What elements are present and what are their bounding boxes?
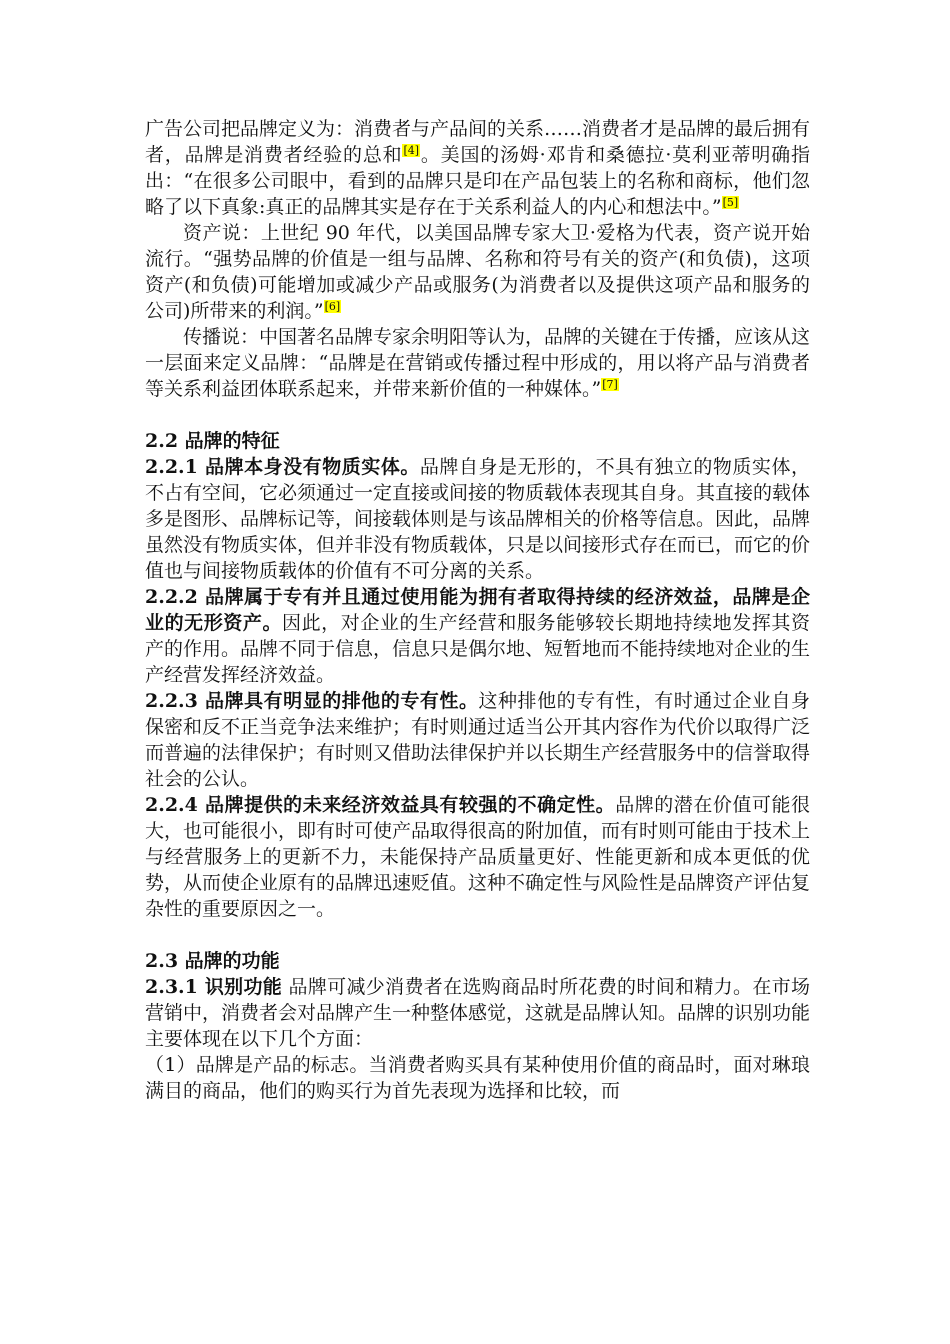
paragraph-text: 广告公司把品牌定义为：消费者与产品间的关系……消费者才是品牌的最后拥有者，品牌是消费者经验的总和 bbox=[145, 118, 811, 166]
bold-lead-text: 2.2.1 品牌本身没有物质实体。 bbox=[145, 456, 420, 478]
bold-lead-text: 2.2.2 品牌属于专有并且通过使用能为拥有者取得持续的经济效益，品牌是企业的无形资产。 bbox=[145, 586, 810, 634]
body-paragraph bbox=[145, 220, 810, 324]
bold-lead-text: 2.2.4 品牌提供的未来经济效益具有较强的不确定性。 bbox=[145, 794, 616, 816]
paragraph-text: （1）品牌是产品的标志。当消费者购买具有某种使用价值的商品时，面对琳琅满目的商品，他们的购买行为首先表现为选择和比较，而 bbox=[145, 1054, 810, 1102]
paragraph-spacer bbox=[145, 922, 810, 948]
paragraph-spacer bbox=[145, 402, 810, 428]
body-paragraph bbox=[145, 116, 810, 220]
paragraph-text: 品牌自身是无形的，不具有独立的物质实体，不占有空间，它必须通过一定直接或间接的物质载体表现其自身。其直接的载体多是图形、品牌标记等，间接载体则是与该品牌相关的价格等信息。因此，品牌虽然没有物质实体，但并非没有物质载体，只是以间接形式存在而已，而它的价值也与间接物质载体的价值有不可分离的关系。 bbox=[145, 456, 811, 582]
body-paragraph bbox=[145, 792, 810, 922]
body-paragraph bbox=[145, 974, 810, 1052]
paragraph-text: 品牌的潜在价值可能很大，也可能很小，即有时可使产品取得很高的附加值，而有时则可能由于技术上与经营服务上的更新不力，未能保持产品质量更好、性能更新和成本更低的优势，从而使企业原有的品牌迅速贬值。这种不确定性与风险性是品牌资产评估复杂性的重要原因之一。 bbox=[145, 794, 811, 920]
paragraph-text: 这种排他的专有性，有时通过企业自身保密和反不正当竞争法来维护；有时则通过适当公开其内容作为代价以取得广泛而普遍的法律保护；有时则又借助法律保护并以长期生产经营服务中的信誉取得社会的公认。 bbox=[145, 690, 811, 790]
paragraph-text: 资产说：上世纪 90 年代，以美国品牌专家大卫·爱格为代表，资产说开始流行。“强势品牌的价值是一组与品牌、名称和符号有关的资产(和负债)，这项资产(和负债)可能增加或减少产品或服务(为消费者以及提供这项产品和服务的公司)所带来的利润。” bbox=[145, 222, 810, 322]
paragraph-text: 因此，对企业的生产经营和服务能够较长期地持续地发挥其资产的作用。品牌不同于信息，信息只是偶尔地、短暂地而不能持续地对企业的生产经营发挥经济效益。 bbox=[145, 612, 811, 686]
paragraph-text: 品牌可减少消费者在选购商品时所花费的时间和精力。在市场营销中，消费者会对品牌产生一种整体感觉，这就是品牌认知。品牌的识别功能主要体现在以下几个方面： bbox=[145, 976, 811, 1050]
body-paragraph bbox=[145, 324, 810, 402]
bold-lead-text: 2.3.1 识别功能 bbox=[145, 976, 283, 998]
body-paragraph bbox=[145, 688, 810, 792]
citation-marker: [5] bbox=[722, 195, 739, 209]
document-body bbox=[145, 116, 810, 1104]
citation-marker: [6] bbox=[324, 299, 341, 313]
section-heading: 2.2 品牌的特征 bbox=[145, 430, 280, 452]
citation-marker: [4] bbox=[403, 143, 420, 157]
paragraph-text: 传播说：中国著名品牌专家余明阳等认为，品牌的关键在于传播，应该从这一层面来定义品牌：“品牌是在营销或传播过程中形成的，用以将产品与消费者等关系利益团体联系起来，并带来新价值的一种媒体。” bbox=[145, 326, 811, 400]
body-paragraph bbox=[145, 584, 810, 688]
body-paragraph bbox=[145, 1052, 810, 1104]
paragraph-text: 。美国的汤姆·邓肯和桑德拉·莫利亚蒂明确指出：“在很多公司眼中，看到的品牌只是印在产品包装上的名称和商标，他们忽略了以下真象:真正的品牌其实是存在于关系利益人的内心和想法中。” bbox=[145, 144, 810, 218]
section-heading: 2.3 品牌的功能 bbox=[145, 950, 280, 972]
bold-lead-text: 2.2.3 品牌具有明显的排他的专有性。 bbox=[145, 690, 479, 712]
citation-marker: [7] bbox=[602, 377, 618, 391]
body-paragraph bbox=[145, 454, 810, 584]
